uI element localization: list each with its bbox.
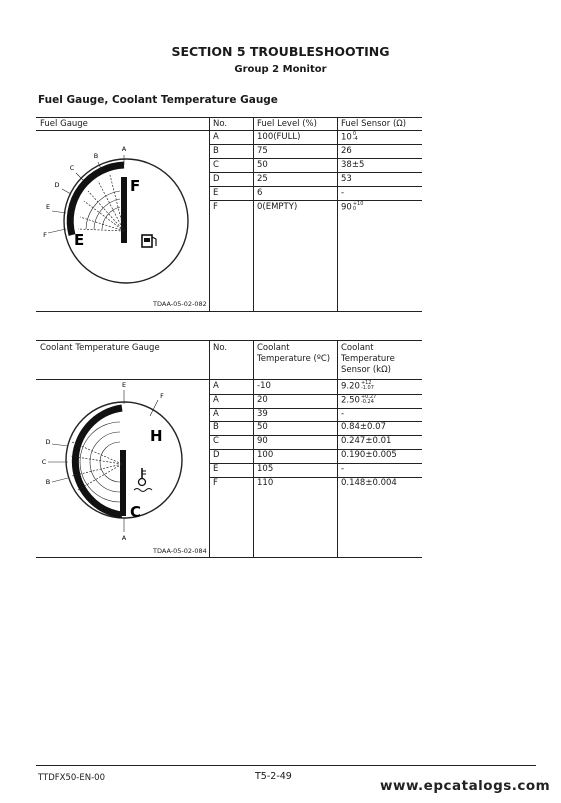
- fuel-figure-caption: TDAA-05-02-082: [153, 300, 207, 308]
- coolant-header-sensor: Coolant Temperature Sensor (kΩ): [341, 343, 395, 375]
- table-cell-no: A: [213, 132, 219, 142]
- gauge-letter-c: C: [69, 164, 75, 172]
- table-rule: [36, 340, 422, 341]
- table-cell-sensor: 90 +10 0: [341, 201, 364, 213]
- table-cell-value: 20: [257, 395, 268, 405]
- table-cell-sensor: -: [341, 409, 345, 419]
- table-cell-sensor: -: [341, 188, 345, 198]
- table-cell-value: -10: [257, 381, 271, 391]
- gauge-letter-e: E: [121, 381, 127, 389]
- table-cell-value: 25: [257, 174, 268, 184]
- table-rule: [209, 463, 422, 464]
- gauge-letter-a: A: [121, 145, 127, 153]
- table-cell-no: C: [213, 160, 219, 170]
- table-rule: [36, 311, 422, 312]
- gauge-letter-f: F: [160, 392, 164, 400]
- table-cell-sensor: 0.84±0.07: [341, 422, 386, 432]
- table-rule: [209, 408, 422, 409]
- table-rule: [253, 117, 254, 311]
- coolant-gauge-diagram: [36, 380, 209, 557]
- fuel-gauge-diagram: [36, 131, 209, 311]
- table-rule: [209, 158, 422, 159]
- page-number: T5-2-49: [255, 771, 292, 782]
- gauge-letter-e: E: [45, 203, 51, 211]
- table-rule: [36, 117, 422, 118]
- table-cell-no: B: [213, 146, 219, 156]
- table-rule: [209, 200, 422, 201]
- table-cell-no: F: [213, 202, 218, 212]
- table-cell-value: 105: [257, 464, 274, 474]
- table-cell-sensor: -: [341, 464, 345, 474]
- gauge-hot-mark: H: [150, 427, 163, 445]
- table-cell-no: A: [213, 409, 219, 419]
- table-cell-no: D: [213, 450, 220, 460]
- table-cell-value: 110: [257, 478, 274, 488]
- table-cell-value: 75: [257, 146, 268, 156]
- doc-id: TTDFX50-EN-00: [38, 773, 105, 783]
- table-rule: [337, 117, 338, 311]
- coolant-header-gauge: Coolant Temperature Gauge: [40, 343, 160, 353]
- coolant-figure-caption: TDAA-05-02-084: [153, 547, 207, 555]
- table-rule: [209, 186, 422, 187]
- block-title: Fuel Gauge, Coolant Temperature Gauge: [38, 94, 278, 106]
- table-cell-sensor: 2.50 +0.27 -0.24: [341, 394, 377, 406]
- fuel-header-no: No.: [213, 119, 228, 129]
- table-cell-no: D: [213, 174, 220, 184]
- gauge-letter-d: D: [54, 181, 60, 189]
- table-cell-no: F: [213, 478, 218, 488]
- table-cell-no: C: [213, 436, 219, 446]
- table-cell-no: A: [213, 395, 219, 405]
- table-cell-sensor: 53: [341, 174, 352, 184]
- section-title: SECTION 5 TROUBLESHOOTING: [171, 44, 390, 59]
- gauge-empty-mark: E: [74, 231, 85, 249]
- gauge-letter-b: B: [93, 152, 99, 160]
- table-cell-value: 100(FULL): [257, 132, 301, 142]
- table-cell-sensor: 9.20 +12 -1.07: [341, 380, 374, 392]
- table-rule: [209, 117, 210, 311]
- fuel-header-level: Fuel Level (%): [257, 119, 317, 129]
- coolant-header-temp: Coolant Temperature (ºC): [257, 343, 331, 364]
- table-rule: [209, 421, 422, 422]
- table-cell-value: 50: [257, 160, 268, 170]
- gauge-full-mark: F: [130, 177, 141, 195]
- coolant-header-no: No.: [213, 343, 228, 353]
- table-cell-value: 90: [257, 436, 268, 446]
- gauge-letter-a: A: [121, 534, 127, 542]
- group-title: Group 2 Monitor: [234, 64, 327, 75]
- table-cell-value: 39: [257, 409, 268, 419]
- gauge-letter-b: B: [45, 478, 51, 486]
- table-cell-no: E: [213, 464, 219, 474]
- gauge-letter-f: F: [43, 231, 47, 239]
- gauge-cold-mark: C: [130, 503, 142, 521]
- table-cell-no: A: [213, 381, 219, 391]
- footer-rule: [36, 765, 536, 766]
- table-cell-sensor: 0.190±0.005: [341, 450, 397, 460]
- table-rule: [36, 557, 422, 558]
- table-cell-no: E: [213, 188, 219, 198]
- table-cell-value: 0(EMPTY): [257, 202, 298, 212]
- table-rule: [209, 172, 422, 173]
- table-cell-sensor: 0.247±0.01: [341, 436, 392, 446]
- table-rule: [209, 144, 422, 145]
- table-cell-value: 50: [257, 422, 268, 432]
- fuel-header-sensor: Fuel Sensor (Ω): [341, 119, 407, 129]
- table-cell-sensor: 10 0 -4: [341, 131, 358, 143]
- table-cell-value: 100: [257, 450, 274, 460]
- table-cell-no: B: [213, 422, 219, 432]
- gauge-letter-c: C: [41, 458, 47, 466]
- table-cell-value: 6: [257, 188, 263, 198]
- table-cell-sensor: 0.148±0.004: [341, 478, 397, 488]
- watermark: www.epcatalogs.com: [380, 778, 551, 794]
- table-cell-sensor: 26: [341, 146, 352, 156]
- fuel-header-gauge: Fuel Gauge: [40, 119, 88, 129]
- table-rule: [209, 394, 422, 395]
- gauge-letter-d: D: [45, 438, 51, 446]
- table-cell-sensor: 38±5: [341, 160, 365, 170]
